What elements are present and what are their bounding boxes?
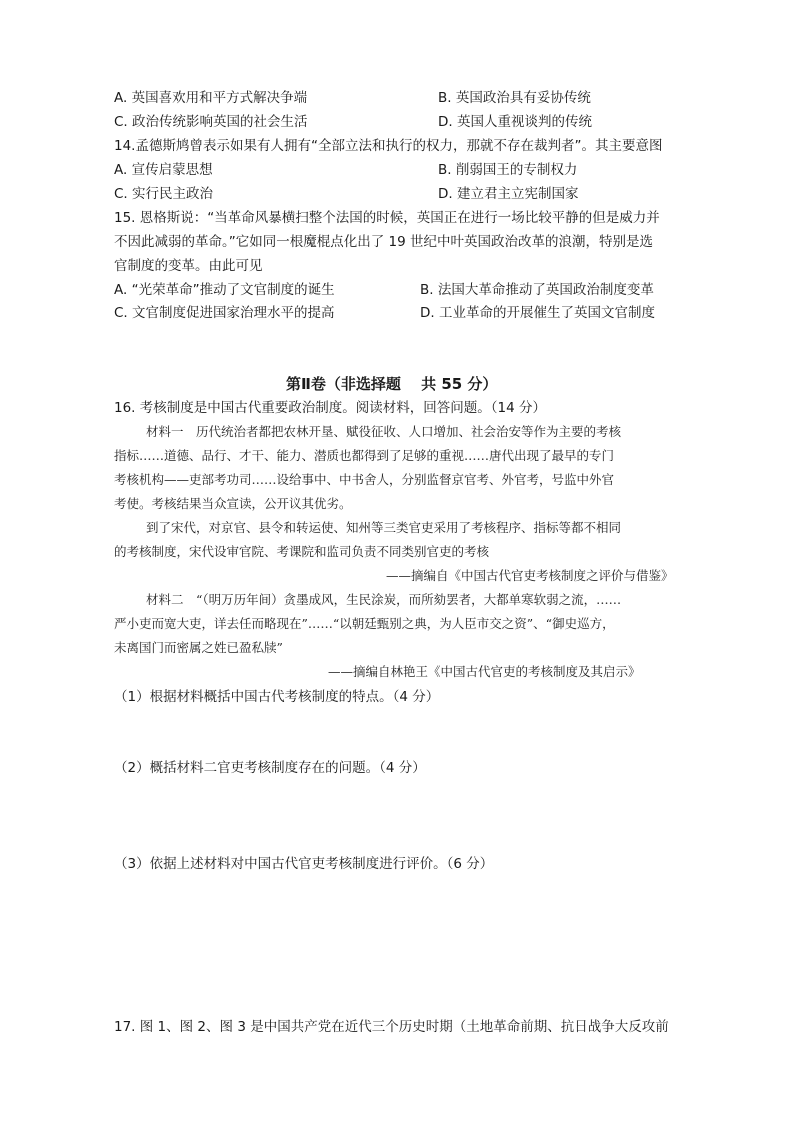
q15-option-d: D. 工业革命的开展催生了英国文官制度 (420, 305, 655, 321)
q14-option-d: D. 建立君主立宪制国家 (438, 186, 579, 202)
q15-option-b: B. 法国大革命推动了英国政治制度变革 (420, 282, 654, 298)
q15-option-a: A. “光荣革命”推动了文官制度的诞生 (114, 282, 335, 298)
q16-stem: 16. 考核制度是中国古代重要政治制度。阅读材料，回答问题。（14 分） (114, 400, 546, 416)
q16-material-1-line-3: 考核机构——吏部考功司……设给事中、中书舍人，分别监督京官考、外官考，号监中外官 (114, 472, 615, 487)
q15-stem-line-3: 官制度的变革。由此可见 (114, 258, 263, 274)
q13-option-d: D. 英国人重视谈判的传统 (438, 114, 592, 130)
q16-subquestion-3: （3）依据上述材料对中国古代官吏考核制度进行评价。（6 分） (114, 856, 494, 872)
q16-material-1-line-1: 材料一 历代统治者都把农林开垦、赋役征收、人口增加、社会治安等作为主要的考核 (146, 424, 622, 439)
q16-material-1-line-6: 的考核制度，宋代设审官院、考课院和监司负责不同类别官吏的考核 (114, 544, 490, 559)
q16-material-1-line-2: 指标……道德、品行、才干、能力、潜质也都得到了足够的重视……唐代出现了最早的专门 (114, 448, 615, 463)
q15-option-c: C. 文官制度促进国家治理水平的提高 (114, 305, 335, 321)
q16-material-2-line-3: 未离国门而密属之姓已盈私牍” (114, 640, 283, 655)
q14-option-c: C. 实行民主政治 (114, 186, 214, 202)
q16-material-1-line-4: 考使。考核结果当众宣读，公开议其优劣。 (114, 496, 352, 511)
q14-option-a: A. 宣传启蒙思想 (114, 162, 213, 178)
q16-material-1-line-5: 到了宋代，对京官、县令和转运使、知州等三类官吏采用了考核程序、指标等都不相同 (146, 520, 622, 535)
q13-option-b: B. 英国政治具有妥协传统 (438, 90, 591, 106)
q16-material-2-line-2: 严小吏而宽大吏，详去任而略现在”……“以朝廷甄别之典，为人臣市交之资”、“御史巡方， (114, 616, 615, 631)
q13-option-a: A. 英国喜欢用和平方式解决争端 (114, 90, 308, 106)
q16-subquestion-1: （1）根据材料概括中国古代考核制度的特点。（4 分） (114, 689, 440, 705)
q15-stem-line-1: 15. 恩格斯说：“当革命风暴横扫整个法国的时候，英国正在进行一场比较平静的但是威力并 (114, 210, 660, 226)
q16-material-2-line-1: 材料二 “（明万历年间）贪墨成风，生民涂炭，而所劾罢者，大都单寒软弱之流，…… (146, 592, 622, 607)
q14-option-b: B. 削弱国王的专制权力 (438, 162, 578, 178)
q16-material-2-source: ——摘编自林艳王《中国古代官吏的考核制度及其启示》 (328, 664, 641, 679)
q17-stem: 17. 图 1、图 2、图 3 是中国共产党在近代三个历史时期（土地革命前期、抗日战争大反攻前 (114, 1019, 669, 1035)
q16-material-1-source: ——摘编自《中国古代官吏考核制度之评价与借鉴》 (386, 568, 674, 583)
q13-option-c: C. 政治传统影响英国的社会生活 (114, 114, 308, 130)
section-title: 第Ⅱ卷（非选择题 共 55 分） (286, 375, 498, 393)
q15-stem-line-2: 不因此减弱的革命。”它如同一根魔棍点化出了 19 世纪中叶英国政治改革的浪潮，特别是选 (114, 234, 654, 250)
q14-stem: 14.孟德斯鸠曾表示如果有人拥有“全部立法和执行的权力，那就不存在裁判者”。其主要意图 (114, 138, 663, 154)
q16-subquestion-2: （2）概括材料二官吏考核制度存在的问题。（4 分） (114, 760, 426, 776)
